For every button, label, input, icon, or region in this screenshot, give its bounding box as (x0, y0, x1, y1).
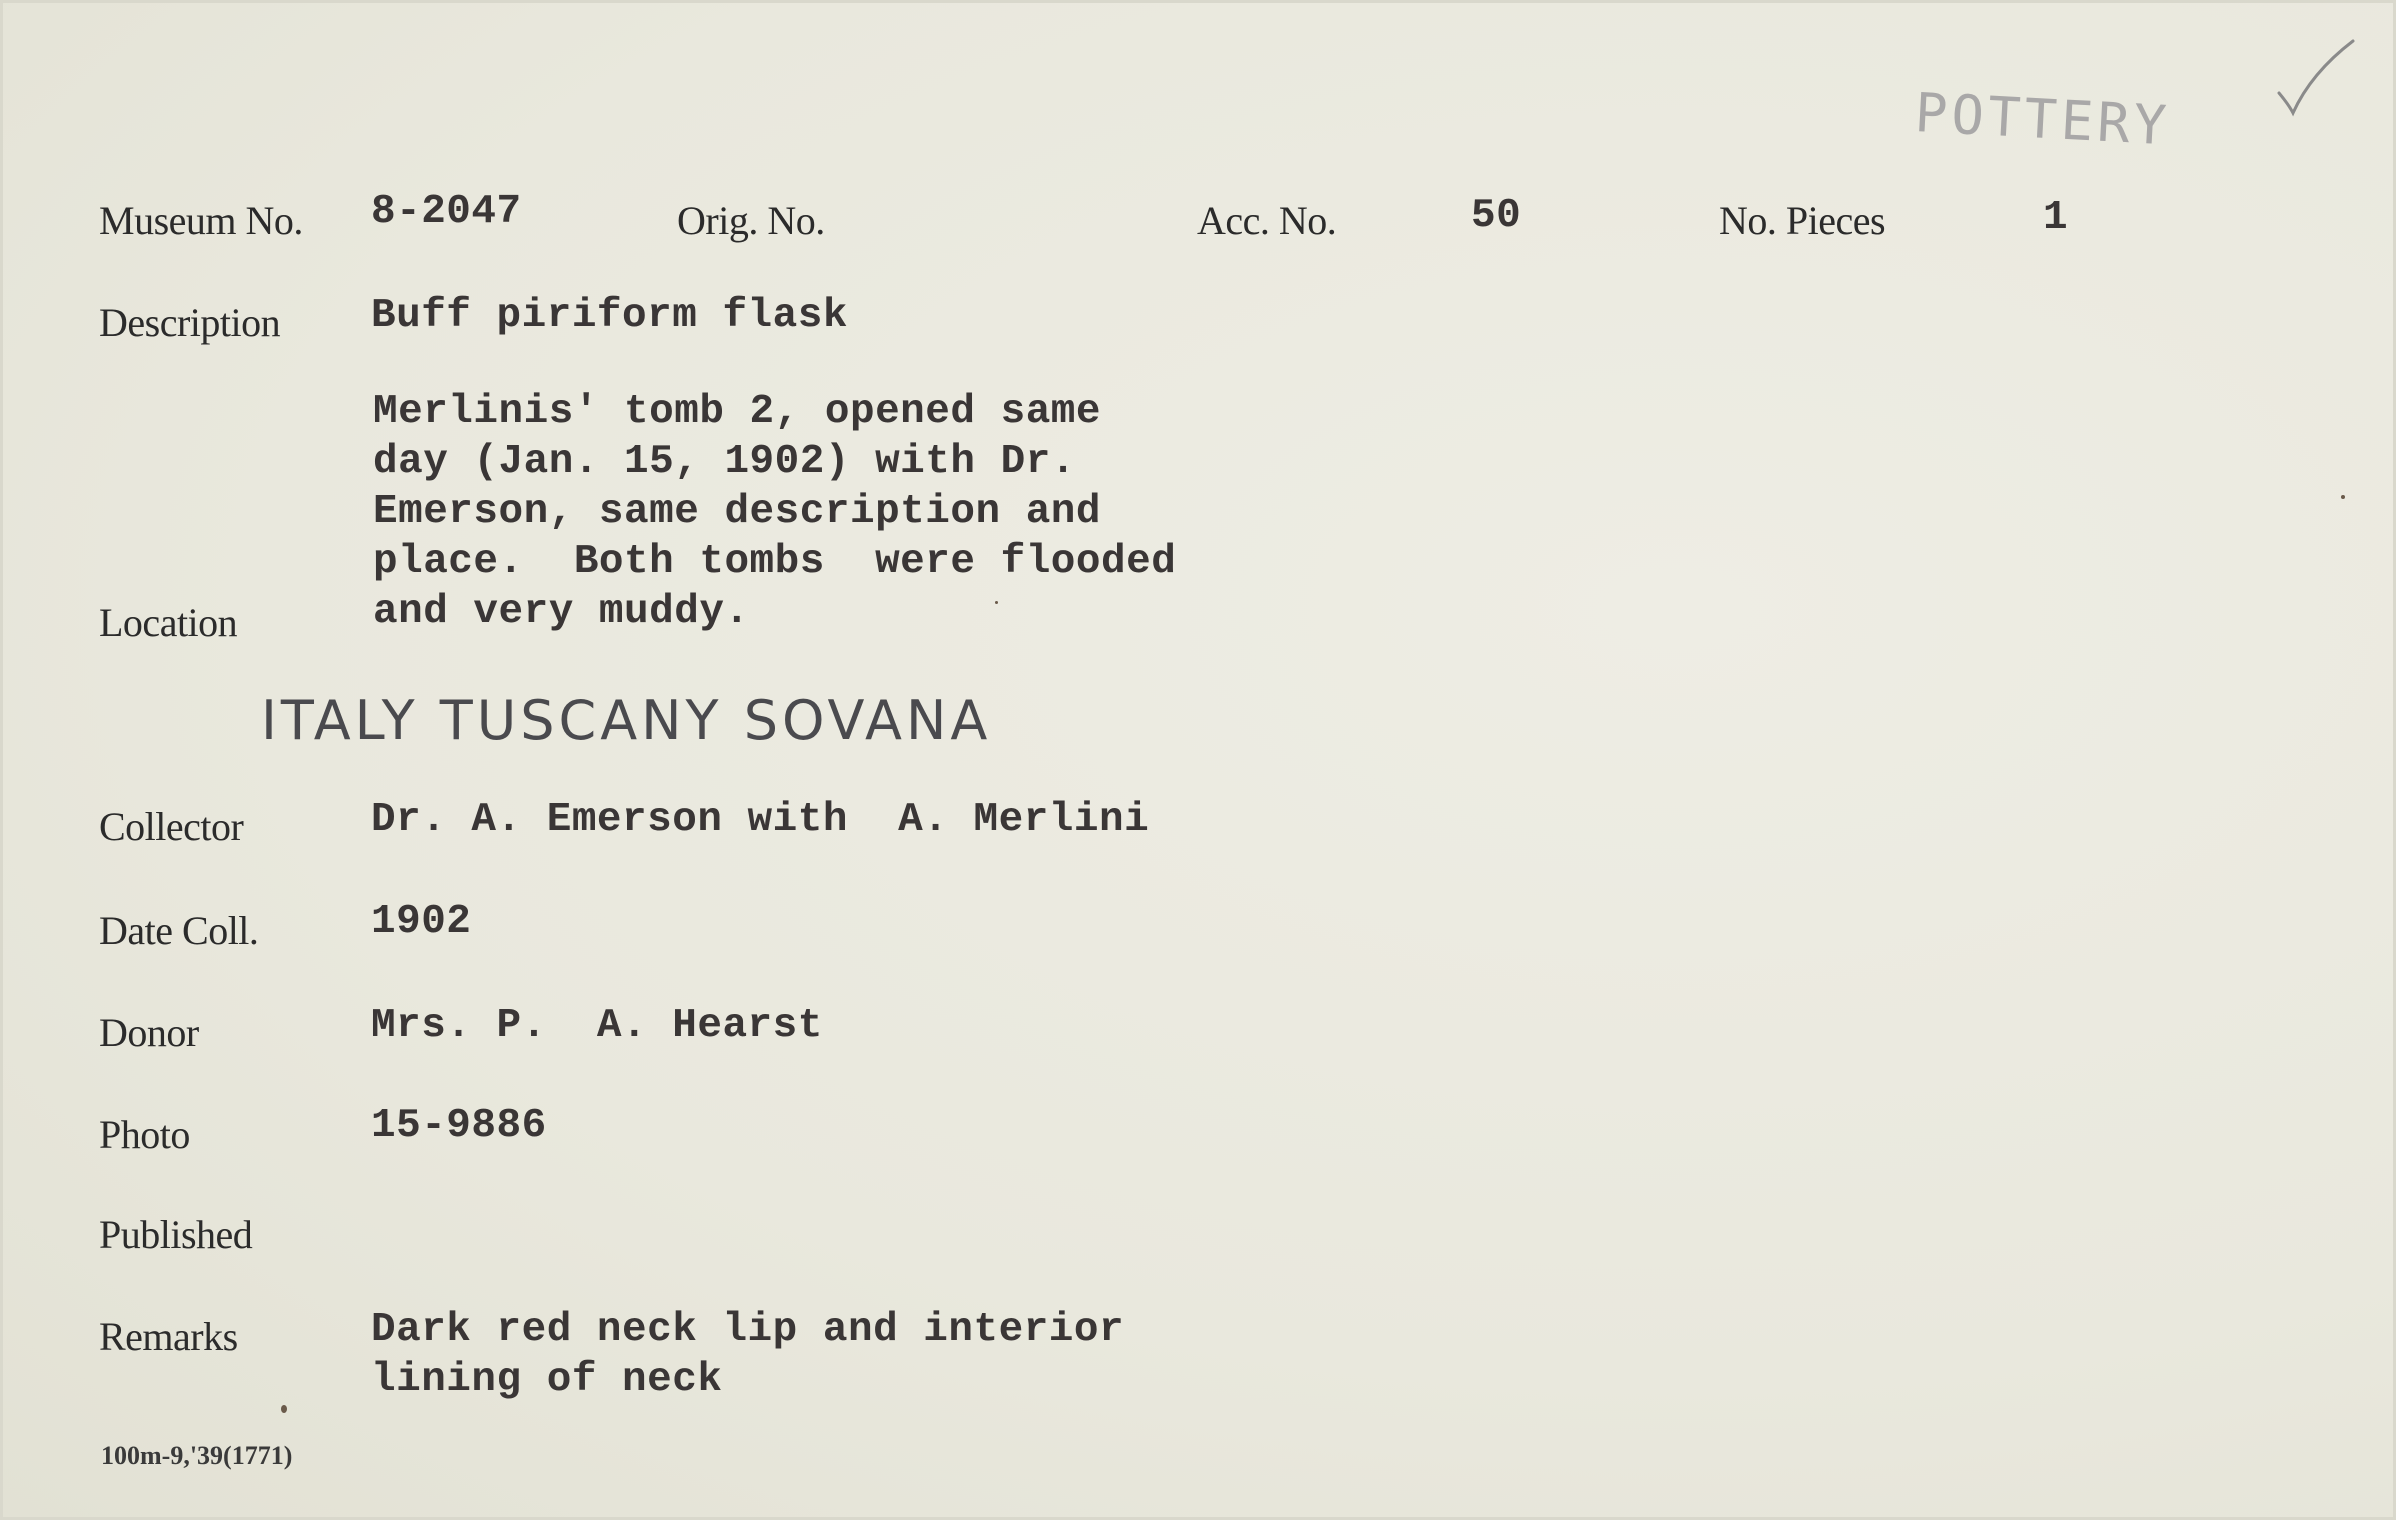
acc-no-value: 50 (1471, 193, 1522, 239)
remarks-label: Remarks (99, 1314, 238, 1359)
category-stamp: POTTERY (1913, 81, 2172, 158)
photo-value: 15-9886 (371, 1103, 547, 1149)
donor-label: Donor (99, 1010, 199, 1055)
collector-label: Collector (99, 804, 244, 849)
acc-no-label: Acc. No. (1197, 198, 1337, 243)
donor-value: Mrs. P. A. Hearst (371, 1003, 823, 1049)
no-pieces-label: No. Pieces (1719, 198, 1886, 243)
remarks-value: Dark red neck lip and interior lining of neck (371, 1307, 1125, 1403)
museum-no-value: 8-2047 (371, 189, 522, 235)
print-code: 100m-9,'39(1771) (101, 1441, 293, 1470)
photo-label: Photo (99, 1112, 190, 1157)
location-stamp: ITALY TUSCANY SOVANA (261, 689, 992, 752)
no-pieces-value: 1 (2043, 195, 2069, 241)
description-label: Description (99, 300, 281, 345)
location-label: Location (99, 600, 238, 645)
date-coll-label: Date Coll. (99, 908, 259, 953)
date-coll-value: 1902 (371, 899, 472, 945)
paper-speck (281, 1405, 287, 1413)
collector-value: Dr. A. Emerson with A. Merlini (371, 797, 1150, 843)
description-value: Buff piriform flask (371, 293, 848, 339)
orig-no-label: Orig. No. (677, 198, 825, 243)
location-notes: Merlinis' tomb 2, opened same day (Jan. 15, 1902) with Dr. Emerson, same description and place. Both tombs were flooded and very muddy. (373, 389, 1177, 635)
published-label: Published (99, 1212, 253, 1257)
check-mark-icon (2271, 33, 2361, 123)
paper-speck (995, 601, 998, 604)
paper-speck (2341, 495, 2345, 499)
museum-no-label: Museum No. (99, 198, 303, 243)
